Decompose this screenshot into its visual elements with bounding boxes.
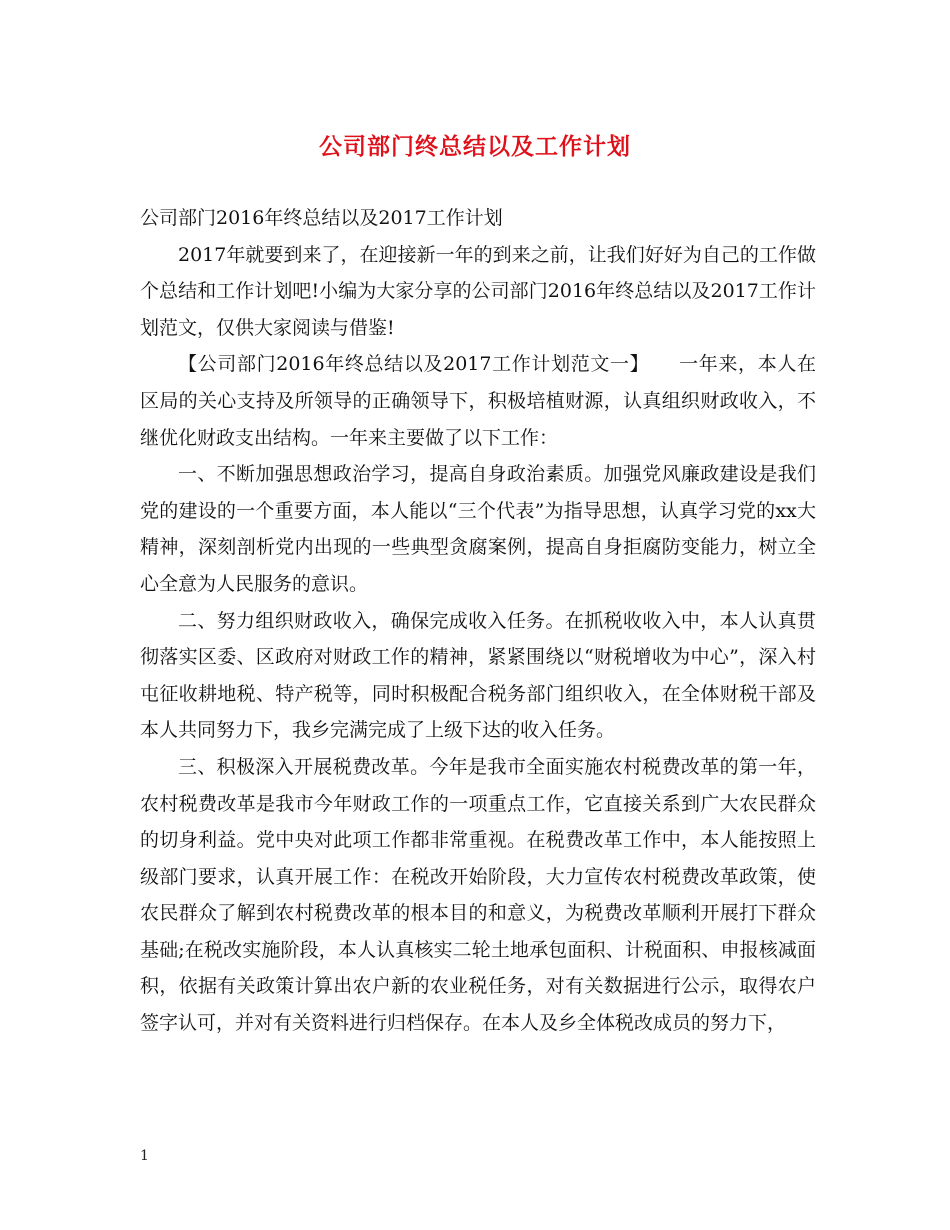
document-body: [140, 200, 816, 1042]
point-three-paragraph: 三、积极深入开展税费改革。今年是我市全面实施农村税费改革的第一年，农村税费改革是我市今年财政工作的一项重点工作，它直接关系到广大农民群众的切身利益。党中央对此项工作都非常重视。在税费改革工作中，本人能按照上级部门要求，认真开展工作：在税改开始阶段，大力宣传农村税费改革政策，使农民群众了解到农村税费改革的根本目的和意义，为税费改革顺利开展打下群众基础;在税改实施阶段，本人认真核实二轮土地承包面积、计税面积、申报核减面积，依据有关政策计算出农户新的农业税任务，对有关数据进行公示，取得农户签字认可，并对有关资料进行归档保存。在本人及乡全体税改成员的努力下，: [140, 755, 816, 1035]
point-one-paragraph: 一、不断加强思想政治学习，提高自身政治素质。加强党风廉政建设是我们党的建设的一个重要方面，本人能以“三个代表”为指导思想，认真学习党的xx大精神，深刻剖析党内出现的一些典型贪腐案例，提高自身拒腐防变能力，树立全心全意为人民服务的意识。: [140, 463, 816, 595]
document-title: 公司部门终总结以及工作计划: [319, 133, 631, 160]
subtitle-paragraph: 公司部门2016年终总结以及2017工作计划: [140, 207, 503, 229]
point-two-paragraph: 二、努力组织财政收入，确保完成收入任务。在抓税收收入中，本人认真贯彻落实区委、区政府对财政工作的精神，紧紧围绕以“财税增收为中心”，深入村屯征收耕地税、特产税等，同时积极配合税务部门组织收入，在全体财税干部及本人共同努力下，我乡完满完成了上级下达的收入任务。: [140, 609, 816, 742]
intro-paragraph: 2017年就要到来了，在迎接新一年的到来之前，让我们好好为自己的工作做个总结和工作计划吧!小编为大家分享的公司部门2016年终总结以及2017工作计划范文，仅供大家阅读与借鉴!: [140, 243, 816, 339]
page-number: 1: [140, 1148, 149, 1164]
section-heading-paragraph: 【公司部门2016年终总结以及2017工作计划范文一】 一年来，本人在区局的关心支持及所领导的正确领导下，积极培植财源，认真组织财政收入，不继优化财政支出结构。一年来主要做了以下工作：: [140, 353, 816, 449]
